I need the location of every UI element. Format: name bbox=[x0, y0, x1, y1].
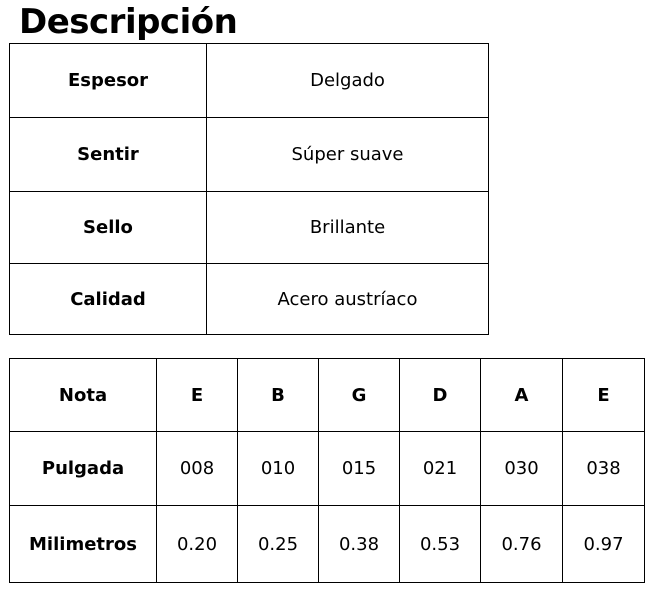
table-row-millimeters bbox=[10, 506, 645, 583]
table-row bbox=[10, 264, 489, 335]
note-cell: E bbox=[157, 359, 238, 432]
table-row-inches bbox=[10, 432, 645, 506]
description-label-seal: Sello bbox=[10, 192, 207, 264]
description-label-thickness: Espesor bbox=[10, 44, 207, 118]
inch-cell: 038 bbox=[563, 432, 645, 506]
inch-cell: 008 bbox=[157, 432, 238, 506]
note-cell: E bbox=[563, 359, 645, 432]
description-value-thickness: Delgado bbox=[207, 44, 489, 118]
string-gauge-table bbox=[9, 358, 645, 583]
inch-cell: 030 bbox=[481, 432, 563, 506]
inch-cell: 021 bbox=[400, 432, 481, 506]
table-row bbox=[10, 44, 489, 118]
description-label-feel: Sentir bbox=[10, 118, 207, 192]
mm-header: Milimetros bbox=[10, 506, 157, 583]
mm-cell: 0.97 bbox=[563, 506, 645, 583]
inch-header: Pulgada bbox=[10, 432, 157, 506]
mm-cell: 0.76 bbox=[481, 506, 563, 583]
table-row bbox=[10, 118, 489, 192]
note-cell: G bbox=[319, 359, 400, 432]
mm-cell: 0.25 bbox=[238, 506, 319, 583]
description-value-quality: Acero austríaco bbox=[207, 264, 489, 335]
description-table bbox=[9, 43, 489, 335]
mm-cell: 0.38 bbox=[319, 506, 400, 583]
description-label-quality: Calidad bbox=[10, 264, 207, 335]
description-value-seal: Brillante bbox=[207, 192, 489, 264]
description-value-feel: Súper suave bbox=[207, 118, 489, 192]
inch-cell: 015 bbox=[319, 432, 400, 506]
mm-cell: 0.53 bbox=[400, 506, 481, 583]
note-cell: A bbox=[481, 359, 563, 432]
note-cell: D bbox=[400, 359, 481, 432]
note-header: Nota bbox=[10, 359, 157, 432]
mm-cell: 0.20 bbox=[157, 506, 238, 583]
inch-cell: 010 bbox=[238, 432, 319, 506]
table-row-notes bbox=[10, 359, 645, 432]
note-cell: B bbox=[238, 359, 319, 432]
page-title: Descripción bbox=[19, 2, 238, 42]
table-row bbox=[10, 192, 489, 264]
